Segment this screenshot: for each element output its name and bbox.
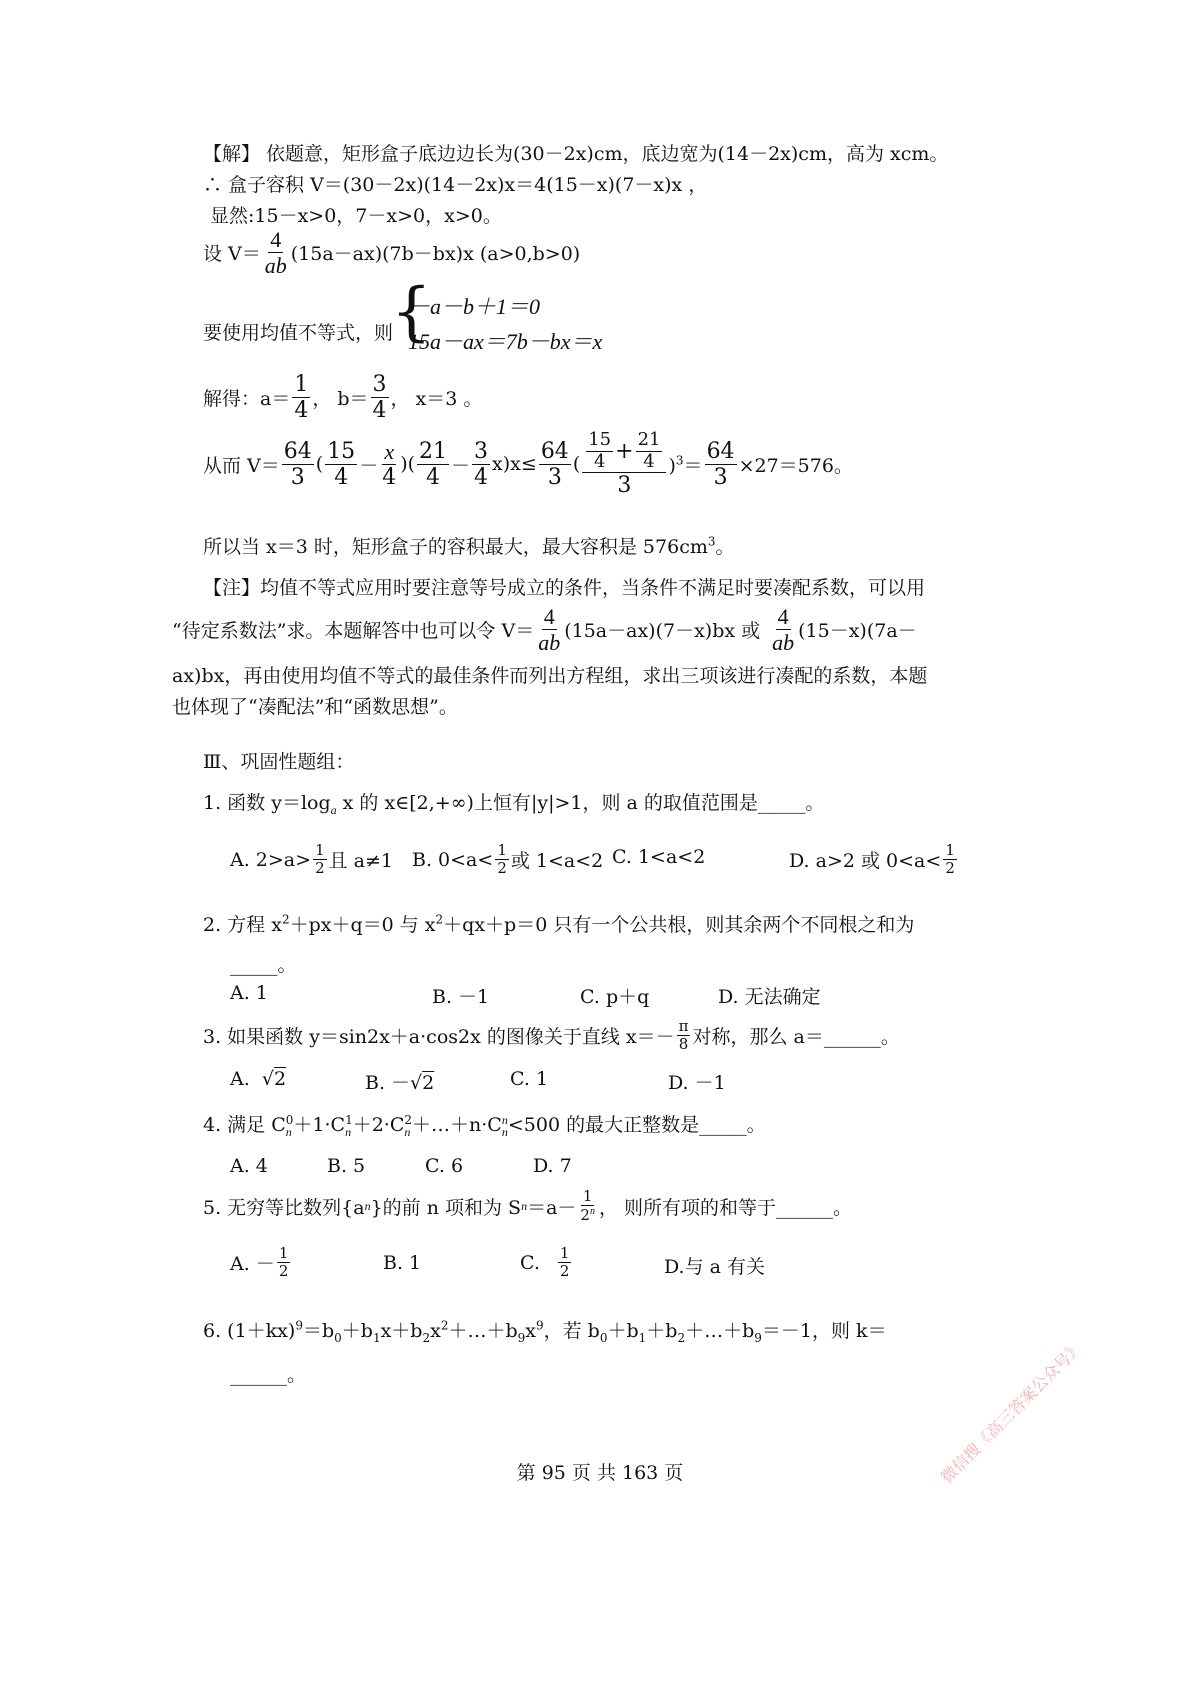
section-title: Ⅲ、巩固性题组： bbox=[203, 751, 355, 773]
solution-line-8: 所以当 x＝3 时，矩形盒子的容积最大，最大容积是 $576cm^3$。 bbox=[203, 534, 735, 558]
fraction-21-4: $\frac{21}{4}$ bbox=[419, 438, 448, 490]
question-1: 1. 函数 $y=\log_a$ x 的 x∈[2,+∞)上恒有|y|>1，则 a 的取值范围是_____。 bbox=[203, 792, 825, 817]
q5-opt-c-label: C. bbox=[520, 1251, 540, 1274]
l6-post: ， x＝3 。 bbox=[390, 388, 483, 411]
note-line-2 bbox=[172, 604, 917, 656]
fraction-pi-8: $\frac{\pi}{8}$ bbox=[678, 1017, 689, 1054]
q3-option-a: A. √2 bbox=[230, 1068, 287, 1090]
solution-line-6 bbox=[203, 372, 482, 424]
brace-symbol: { bbox=[391, 275, 432, 349]
fraction-15-4: $\frac{15}{4}$ bbox=[327, 438, 356, 490]
q3-option-d: D. －1 bbox=[668, 1072, 726, 1094]
q6-d: x＋b bbox=[380, 1320, 423, 1342]
solution-line-2: ∴ 盒子容积 V＝(30－2x)(14－2x)x＝4(15－x)(7－x)x ， bbox=[203, 174, 708, 196]
q3-option-b: B. －√2 bbox=[365, 1072, 435, 1094]
q4-d: ＋…＋n·C bbox=[412, 1114, 502, 1136]
q1-opt-a-pre: A. 2>a> bbox=[230, 848, 312, 871]
q5-b: }的前 n 项和为 S bbox=[370, 1196, 522, 1219]
fraction-4-ab-c: $\frac{4}{ab}$ bbox=[772, 604, 795, 656]
q1-option-c: C. 1<a<2 bbox=[612, 846, 706, 868]
l8-text: 所以当 x＝3 时，矩形盒子的容积最大，最大容积是 576cm bbox=[203, 536, 708, 558]
q6-e: x bbox=[430, 1320, 441, 1342]
fraction-1-2b: $\frac{1}{2}$ bbox=[497, 841, 507, 878]
q1-opt-b-post: 或 1<a<2 bbox=[510, 850, 604, 873]
fraction-1-2n: $\frac{1}{2^n}$ bbox=[580, 1187, 595, 1225]
question-2: 2. 方程 $x^2+px+q=0$ 与 $x^2+qx+p=0$ 只有一个公共根，则其余两个不同根之和为 bbox=[203, 912, 915, 936]
q6-f: ＋…＋b bbox=[448, 1320, 518, 1342]
question-4: 4. 满足 C 0 n ＋1·C 1 n ＋2·C 2 n ＋…＋n·C n n <500 的最大正整数是_____。 bbox=[203, 1113, 766, 1139]
q1-opt-b-pre: B. 0<a< bbox=[412, 848, 494, 871]
q6-j: ＋b bbox=[646, 1320, 678, 1342]
q2-option-b: B. －1 bbox=[432, 986, 490, 1008]
l7-pre: 从而 V＝ bbox=[203, 454, 280, 477]
q6-l: ＝－1，则 k＝ bbox=[761, 1320, 887, 1342]
fraction-1-4: $\frac{1}{4}$ bbox=[294, 372, 309, 424]
note-line-4: 也体现了“凑配法”和“函数思想”。 bbox=[172, 696, 458, 718]
question-2-blank: _____。 bbox=[230, 954, 297, 976]
q2-c: ＋qx＋p＝0 只有一个公共根，则其余两个不同根之和为 bbox=[443, 914, 915, 936]
l6-mid: ， b＝ bbox=[312, 388, 369, 411]
q4-c: ＋2·C bbox=[352, 1114, 405, 1136]
q6-g: x bbox=[525, 1320, 536, 1342]
system-equation-2: 15a－ax＝7b－bx＝x bbox=[408, 329, 603, 354]
q5-c: ＝a－ bbox=[527, 1196, 577, 1219]
q1-text-a: 1. 函数 y＝log bbox=[203, 792, 331, 814]
l4-post: (15a－ax)(7b－bx)x (a>0,b>0) bbox=[290, 243, 581, 266]
fraction-4-ab: $\frac{4}{ab}$ bbox=[264, 227, 287, 279]
fraction-1-2d: $\frac{1}{2}$ bbox=[278, 1244, 289, 1281]
q5-option-c bbox=[520, 1245, 573, 1281]
q1-opt-d-pre: D. a>2 或 0<a< bbox=[789, 850, 942, 873]
note2-mid: (15a－ax)(7－x)bx 或 bbox=[564, 620, 761, 643]
q4-option-c: C. 6 bbox=[425, 1155, 464, 1177]
q1-opt-a-post: 且 a≠1 bbox=[328, 850, 393, 873]
fraction-64-3b: $\frac{64}{3}$ bbox=[540, 438, 569, 490]
l4-pre: 设 V＝ bbox=[203, 243, 261, 266]
q3-a: 3. 如果函数 y＝sin2x＋a·cos2x 的图像关于直线 x＝－ bbox=[203, 1026, 675, 1049]
note-line-3: ax)bx，再由使用均值不等式的最佳条件而列出方程组，求出三项该进行凑配的系数，本题 bbox=[172, 665, 928, 687]
fraction-64-3c: $\frac{64}{3}$ bbox=[706, 438, 735, 490]
fraction-64-3: $\frac{64}{3}$ bbox=[283, 438, 312, 490]
q1-option-d bbox=[789, 842, 959, 878]
l7-post: ×27＝576。 bbox=[738, 454, 853, 477]
solution-line-1: 【解】 依题意，矩形盒子底边边长为(30－2x)cm，底边宽为(14－2x)cm，高为 xcm。 bbox=[203, 143, 949, 165]
q6-i: ＋b bbox=[607, 1320, 639, 1342]
q3-b: 对称，那么 a＝______。 bbox=[692, 1026, 900, 1049]
q5-d: ， 则所有项的和等于______。 bbox=[598, 1196, 852, 1219]
q4-option-b: B. 5 bbox=[327, 1155, 366, 1177]
q6-b: ＝b bbox=[302, 1320, 335, 1342]
l6-pre: 解得：a＝ bbox=[203, 388, 291, 411]
q4-option-d: D. 7 bbox=[533, 1155, 572, 1177]
q2-a: 2. 方程 x bbox=[203, 914, 282, 936]
q3-opt-b-label: B. － bbox=[365, 1072, 411, 1094]
system-equation-1: －a－b＋1＝0 bbox=[408, 294, 541, 319]
q5-opt-a-label: A. － bbox=[230, 1253, 275, 1276]
q2-b: ＋px＋q＝0 与 x bbox=[289, 914, 436, 936]
q3-opt-a-label: A. bbox=[230, 1068, 250, 1090]
q5-option-d: D.与 a 有关 bbox=[664, 1256, 766, 1278]
note2-pre: “待定系数法”求。本题解答中也可以令 V＝ bbox=[172, 620, 535, 643]
page-footer: 第 95 页 共 163 页 bbox=[516, 1462, 684, 1484]
fraction-3-4: $\frac{3}{4}$ bbox=[372, 372, 387, 424]
q1-text-b: x 的 x∈[2,+∞)上恒有|y|>1，则 a 的取值范围是_____。 bbox=[342, 792, 825, 814]
q6-k: ＋…＋b bbox=[685, 1320, 755, 1342]
note-line-1: 【注】均值不等式应用时要注意等号成立的条件，当条件不满足时要凑配系数，可以用 bbox=[203, 577, 926, 599]
note2-post: (15－x)(7a－ bbox=[798, 620, 917, 643]
q4-a: 4. 满足 C bbox=[203, 1114, 286, 1136]
q2-option-c: C. p＋q bbox=[580, 986, 650, 1008]
question-6-blank: ______。 bbox=[230, 1364, 307, 1386]
fraction-compound: $\frac{15}{4}$ + $\frac{21}{4}$ 3 bbox=[582, 430, 666, 499]
fraction-1-2c: $\frac{1}{2}$ bbox=[945, 841, 955, 878]
q6-h: ，若 b bbox=[543, 1320, 600, 1342]
fraction-3-4b: $\frac{3}{4}$ bbox=[474, 438, 489, 490]
l5-pre: 要使用均值不等式，则 bbox=[203, 322, 394, 344]
q5-a: 5. 无穷等比数列{a bbox=[203, 1196, 365, 1219]
question-3 bbox=[203, 1018, 900, 1054]
question-6: 6. $(1+kx)^9=b_0+b_1x+b_2x^2+\dots+b_9x^9$，若 $b_0+b_1+b_2+\dots+b_9=-1$，则 k＝ bbox=[203, 1318, 887, 1345]
q6-a: 6. (1＋kx) bbox=[203, 1320, 296, 1342]
q5-option-a bbox=[230, 1245, 292, 1281]
fraction-1-2e: $\frac{1}{2}$ bbox=[559, 1244, 570, 1281]
q2-option-a: A. 1 bbox=[230, 982, 268, 1004]
fraction-4-ab-b: $\frac{4}{ab}$ bbox=[538, 604, 561, 656]
q4-option-a: A. 4 bbox=[230, 1155, 268, 1177]
q5-option-b: B. 1 bbox=[383, 1252, 422, 1274]
q4-e: <500 的最大正整数是_____。 bbox=[507, 1114, 766, 1136]
q3-option-c: C. 1 bbox=[510, 1068, 549, 1090]
fraction-x-4: $\frac{x}{4}$ bbox=[382, 438, 397, 490]
q6-c: ＋b bbox=[341, 1320, 373, 1342]
q1-option-a bbox=[230, 842, 393, 878]
fraction-1-2: $\frac{1}{2}$ bbox=[315, 841, 325, 878]
solution-line-7: 从而 V＝ $\frac{64}{3}$ ( $\frac{15}{4}$ － $\frac{x}{4}$ )( $\frac{21}{4}$ － $\frac{3}{4}$ x)x≤ $\frac{64}{3}$ ( $\frac{15}{4}$ + $\frac{21}{4}$ 3 )$^3$＝ $\frac{64}{3}$ ×27＝576。 bbox=[203, 429, 853, 499]
solution-line-3: 显然:15－x>0，7－x>0，x>0。 bbox=[210, 205, 502, 227]
q1-option-b bbox=[412, 842, 603, 878]
watermark: 微信搜《高三答案公众号》 bbox=[937, 1337, 1087, 1487]
q2-option-d: D. 无法确定 bbox=[718, 986, 821, 1008]
question-5: 5. 无穷等比数列{a n }的前 n 项和为 S n ＝a－ $\frac{1}{2^n}$ ， 则所有项的和等于______。 bbox=[203, 1187, 852, 1225]
solution-line-4 bbox=[203, 227, 580, 279]
q4-b: ＋1·C bbox=[293, 1114, 346, 1136]
